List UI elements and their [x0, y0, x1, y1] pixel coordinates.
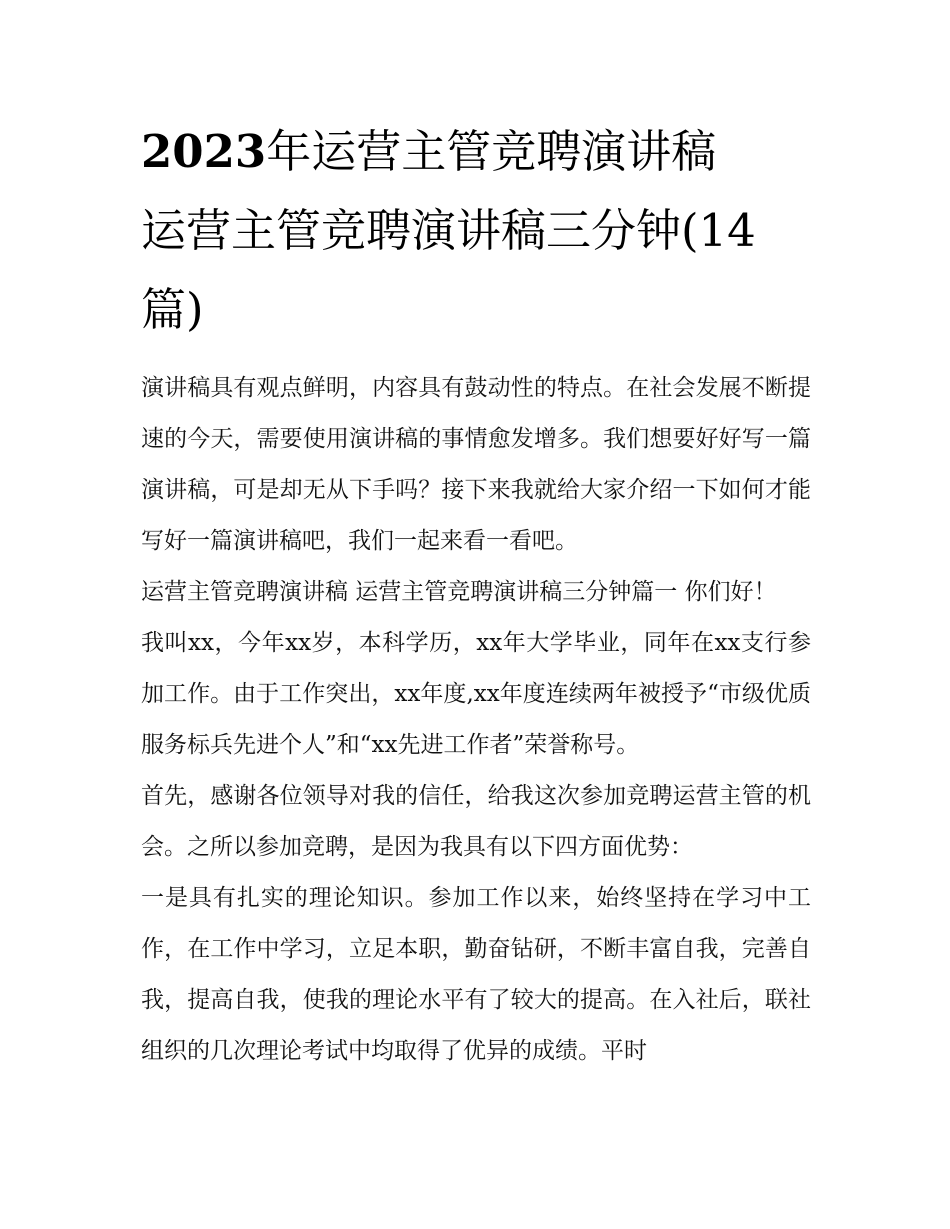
- document-title: [141, 112, 811, 349]
- title-line-1: [141, 112, 811, 191]
- paragraph-thanks: 首先，感谢各位领导对我的信任，给我这次参加竞聘运营主管的机会。之所以参加竞聘，是因为我具有以下四方面优势：: [141, 783, 811, 860]
- document-body: [141, 363, 811, 1077]
- title-year: 2023: [141, 125, 267, 178]
- document-content: [141, 112, 811, 1077]
- paragraph-self-introduction: 我叫xx，今年xx岁，本科学历，xx年大学毕业，同年在xx支行参加工作。由于工作突出，xx年度,xx年度连续两年被授予“市级优质服务标兵先进个人”和“xx先进工作者”荣誉称号。: [141, 630, 811, 758]
- paragraph-intro: 演讲稿具有观点鲜明，内容具有鼓动性的特点。在社会发展不断提速的今天，需要使用演讲稿的事情愈发增多。我们想要好好写一篇演讲稿，可是却无从下手吗？接下来我就给大家介绍一下如何才能写好一篇演讲稿吧，我们一起来看一看吧。: [141, 375, 811, 554]
- title-line-2: 运营主管竞聘演讲稿三分钟(14: [141, 204, 756, 257]
- paragraph-section-heading: 运营主管竞聘演讲稿 运营主管竞聘演讲稿三分钟篇一 你们好！: [141, 579, 777, 605]
- title-line-1-text: 年运营主管竞聘演讲稿: [266, 125, 717, 178]
- title-line-3: 篇): [141, 283, 204, 336]
- paragraph-advantage-one: 一是具有扎实的理论知识。参加工作以来，始终坚持在学习中工作，在工作中学习，立足本职，勤奋钻研，不断丰富自我，完善自我，提高自我，使我的理论水平有了较大的提高。在入社后，联社组织的几次理论考试中均取得了优异的成绩。平时: [141, 885, 811, 1064]
